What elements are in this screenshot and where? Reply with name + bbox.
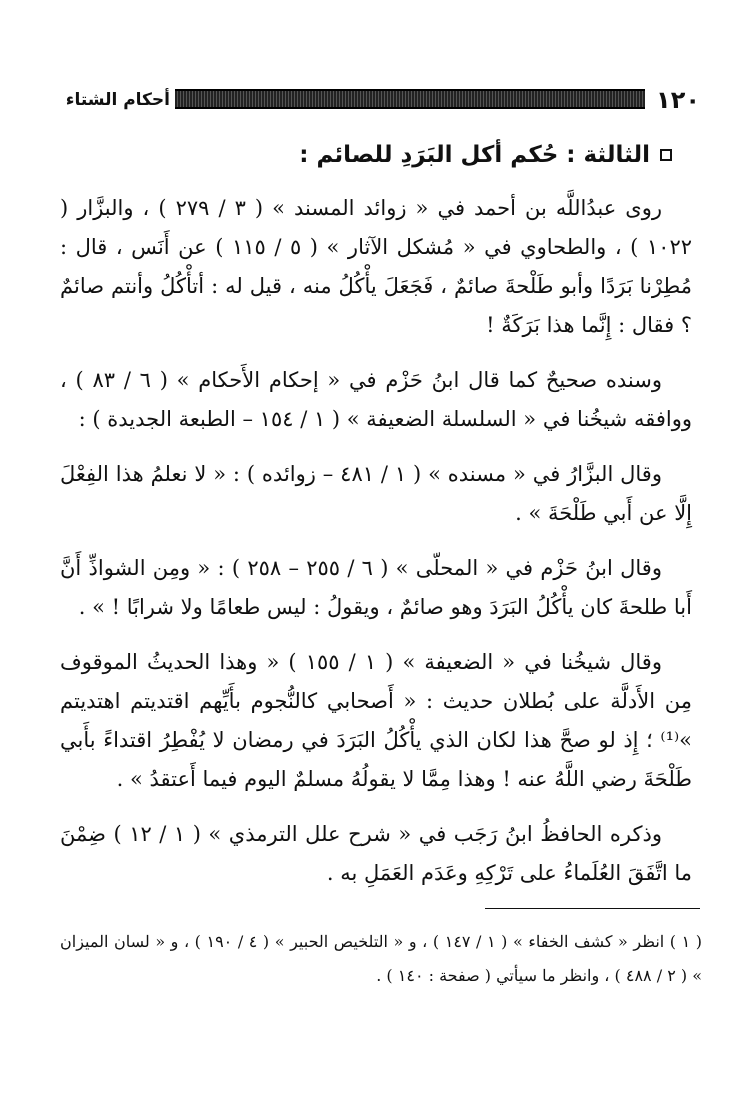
paragraph: وقال البزَّارُ في « مسنده » ( ١ / ٤٨١ – زوائده ) : « لا نعلمُ هذا الفِعْلَ إِلَّا عن أَبي طَلْحَةَ » . — [60, 462, 692, 525]
paragraph: وسنده صحيحٌ كما قال ابنُ حَزْم في « إحكام الأَحكام » ( ٦ / ٨٣ ) ، ووافقه شيخُنا في « السلسلة الضعيفة » ( ١ / ١٥٤ – الطبعة الجديدة ) : — [60, 368, 692, 431]
page-number: ١٢٠ — [656, 86, 700, 114]
section-heading — [60, 135, 692, 175]
paragraph: وذكره الحافظُ ابنُ رَجَب في « شرح علل الترمذي » ( ١ / ١٢ ) ضِمْنَ ما اتَّفَقَ العُلَماءُ على تَرْكِهِ وعَدَم العَمَلِ به . — [60, 822, 692, 885]
main-text — [60, 135, 692, 909]
footnote: ( ١ ) انظر « كشف الخفاء » ( ١ / ١٤٧ ) ، و « التلخيص الحبير » ( ٤ / ١٩٠ ) ، و « لسان الميزان » ( ٢ / ٤٨٨ ) ، وانظر ما سيأتي ( صفحة : ١٤٠ ) . — [60, 932, 703, 985]
paragraph: وقال شيخُنا في « الضعيفة » ( ١ / ١٥٥ ) « وهذا الحديثُ الموقوف مِن الأَدلَّة على بُطلان حديث : « أَصحابي كالنُّجوم بأَيِّهم اقتديتم اهتديتم »⁽¹⁾ ؛ إِذ لو صحَّ هذا لكان الذي يأْكُلُ البَرَدَ في رمضان لا يُفْطِرُ اقتداءً بأَبي طَلْحَةَ رضي اللَّهُ عنه ! وهذا مِمَّا لا يقولُهُ مسلمٌ اليوم فيما أَعتقدُ » . — [60, 650, 692, 791]
section-title: الثالثة : حُكم أكل البَرَدِ للصائم : — [299, 142, 650, 168]
paragraph: روى عبدُاللَّه بن أحمد في « زوائد المسند » ( ٣ / ٢٧٩ ) ، والبزَّار ( ١٠٢٢ ) ، والطحاوي في « مُشكل الآثار » ( ٥ / ١١٥ ) عن أَنَس ، قال : مُطِرْنا بَرَدًا وأبو طَلْحةَ صائمٌ ، فَجَعَلَ يأْكُلُ منه ، قيل له : أتأْكُلُ وأنتم صائمٌ ؟ فقال : إِنَّما هذا بَرَكَةٌ ! — [60, 196, 693, 337]
footnotes — [60, 925, 702, 993]
footnote-separator — [485, 908, 700, 909]
running-title: أحكام الشتاء — [65, 90, 170, 110]
header-decorative-bar — [175, 89, 645, 109]
square-icon — [660, 149, 672, 161]
paragraph: وقال ابنُ حَزْم في « المحلّى » ( ٦ / ٢٥٥ – ٢٥٨ ) : « ومِن الشواذِّ أَنَّ أَبا طلحةَ كان يأْكُلُ البَرَدَ وهو صائمٌ ، ويقولُ : ليس طعامًا ولا شرابًا ! » . — [60, 556, 692, 619]
page-header — [60, 85, 700, 119]
